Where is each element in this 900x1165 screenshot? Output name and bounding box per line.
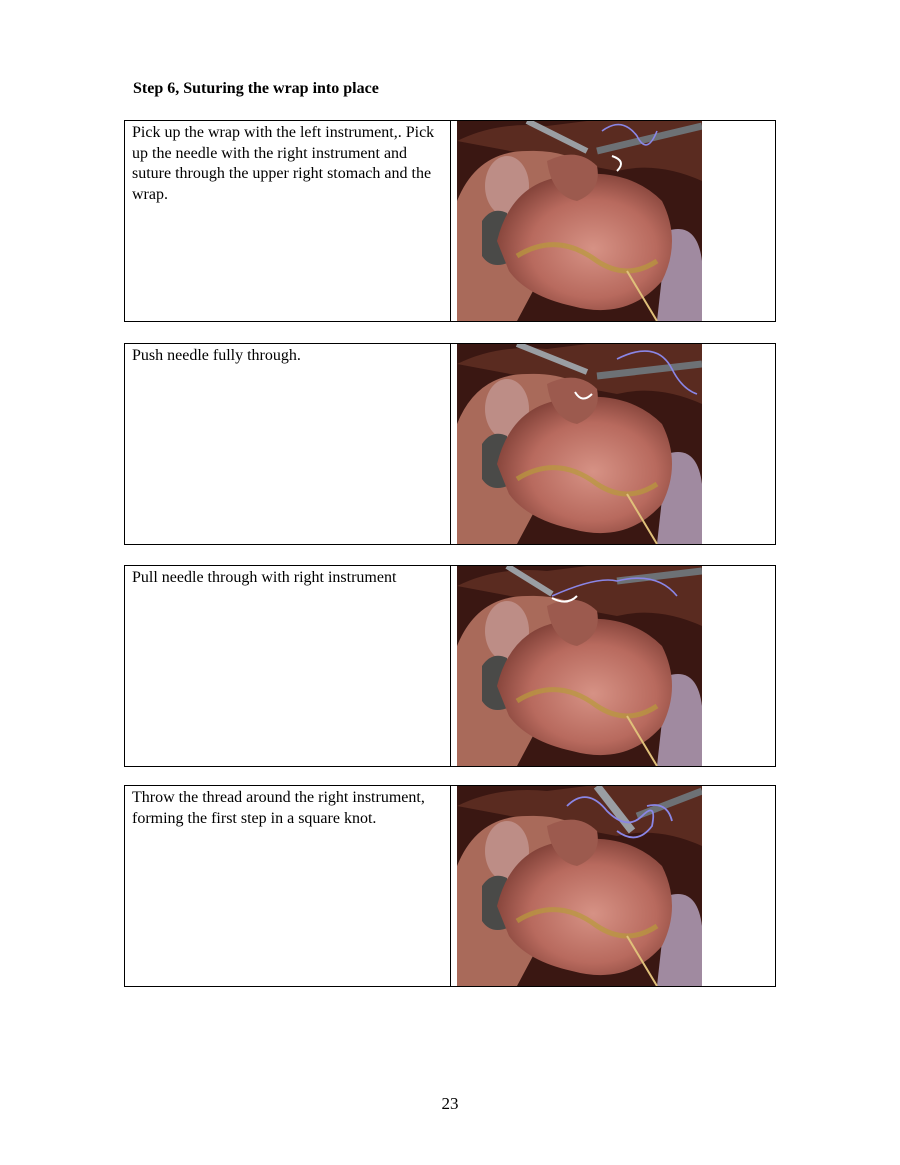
step-2-text: Push needle fully through. bbox=[125, 344, 451, 544]
step-row-3 bbox=[124, 565, 776, 767]
step-row-2 bbox=[124, 343, 776, 545]
page-number: 23 bbox=[441, 1094, 459, 1113]
step-3-image bbox=[451, 566, 775, 766]
step-2-image bbox=[451, 344, 775, 544]
step-1-image bbox=[451, 121, 775, 321]
surgical-simulation-image bbox=[457, 121, 702, 321]
section-heading: Step 6, Suturing the wrap into place bbox=[133, 80, 379, 97]
step-1-text: Pick up the wrap with the left instrument,. Pick up the needle with the right instrument and suture through the upper right stomach and the wrap. bbox=[125, 121, 451, 321]
step-4-image bbox=[451, 786, 775, 986]
step-4-text: Throw the thread around the right instrument, forming the first step in a square knot. bbox=[125, 786, 451, 986]
step-row-4 bbox=[124, 785, 776, 987]
step-3-text: Pull needle through with right instrument bbox=[125, 566, 451, 766]
surgical-simulation-image bbox=[457, 786, 702, 986]
surgical-simulation-image bbox=[457, 566, 702, 766]
step-row-1 bbox=[124, 120, 776, 322]
surgical-simulation-image bbox=[457, 344, 702, 544]
